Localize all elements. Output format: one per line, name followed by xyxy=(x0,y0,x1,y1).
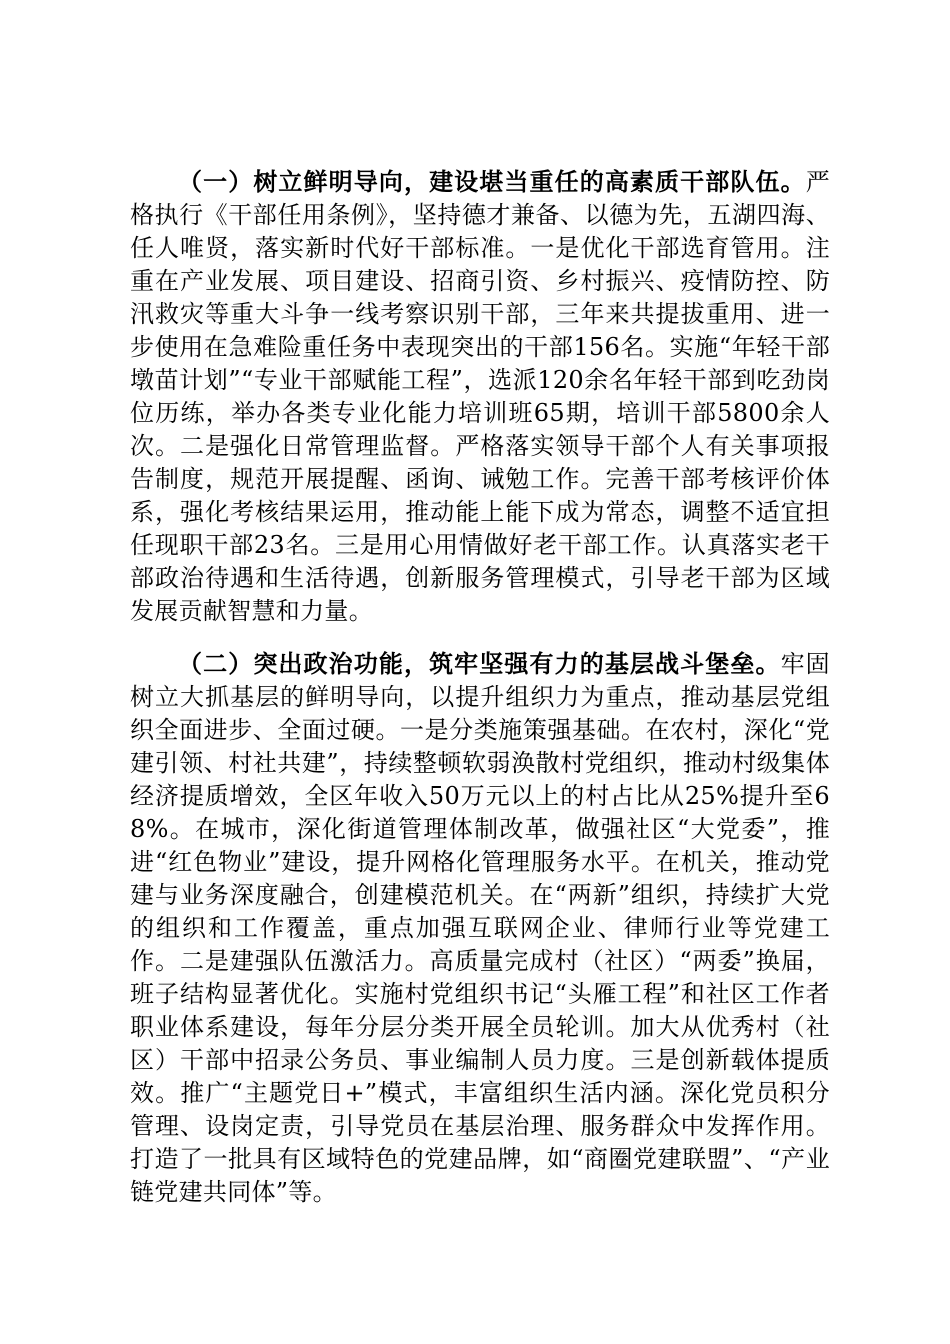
paragraph-text: 牢固树立大抓基层的鲜明导向，以提升组织力为重点，推动基层党组织全面进步、全面过硬。一是分类施策强基础。在农村，深化“党建引领、村社共建”，持续整顿软弱涣散村党组织，推动村级集体经济提质增效，全区年收入50万元以上的村占比从25%提升至68%。在城市，深化街道管理体制改革，做强社区“大党委”，推进“红色物业”建设，提升网格化管理服务水平。在机关，推动党建与业务深度融合，创建模范机关。在“两新”组织，持续扩大党的组织和工作覆盖，重点加强互联网企业、律师行业等党建工作。二是建强队伍激活力。高质量完成村（社区）“两委”换届，班子结构显著优化。实施村党组织书记“头雁工程”和社区工作者职业体系建设，每年分层分类开展全员轮训。加大从优秀村（社区）干部中招录公务员、事业编制人员力度。三是创新载体提质效。推广“主题党日+”模式，丰富组织生活内涵。深化党员积分管理、设岗定责，引导党员在基层治理、服务群众中发挥作用。打造了一批具有区域特色的党建品牌，如“商圈党建联盟”、“产业链党建共同体”等。 xyxy=(130,650,830,1206)
paragraph-grassroots-party xyxy=(130,648,830,1209)
paragraph-cadre-team xyxy=(130,166,830,628)
document-body xyxy=(130,166,830,1209)
paragraph-text: 严格执行《干部任用条例》，坚持德才兼备、以德为先，五湖四海、任人唯贤，落实新时代好干部标准。一是优化干部选育管用。注重在产业发展、项目建设、招商引资、乡村振兴、疫情防控、防汛救灾等重大斗争一线考察识别干部，三年来共提拔重用、进一步使用在急难险重任务中表现突出的干部156名。实施“年轻干部墩苗计划”“专业干部赋能工程”，选派120余名年轻干部到吃劲岗位历练，举办各类专业化能力培训班65期，培训干部5800余人次。二是强化日常管理监督。严格落实领导干部个人有关事项报告制度，规范开展提醒、函询、诫勉工作。完善干部考核评价体系，强化考核结果运用，推动能上能下成为常态，调整不适宜担任现职干部23名。三是用心用情做好老干部工作。认真落实老干部政治待遇和生活待遇，创新服务管理模式，引导老干部为区域发展贡献智慧和力量。 xyxy=(130,168,830,625)
paragraph-heading: （一）树立鲜明导向，建设堪当重任的高素质干部队伍。 xyxy=(178,168,806,196)
paragraph-heading: （二）突出政治功能，筑牢坚强有力的基层战斗堡垒。 xyxy=(178,650,781,678)
